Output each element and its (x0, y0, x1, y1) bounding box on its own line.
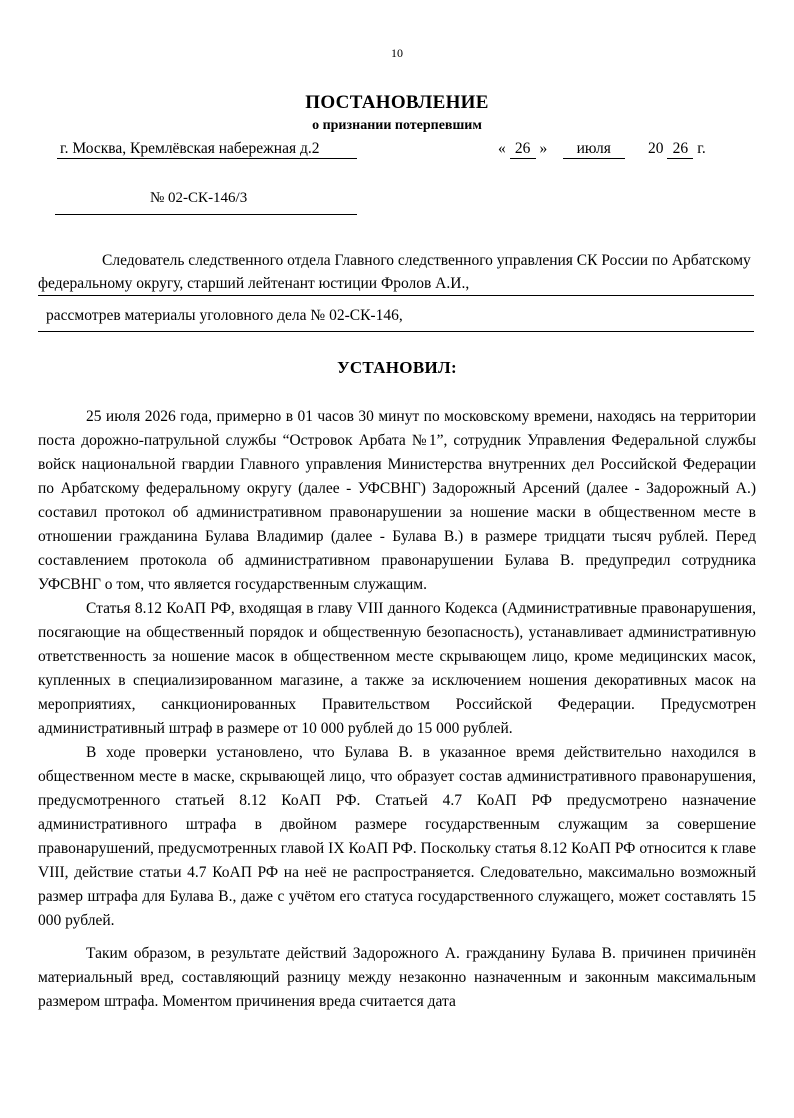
date-month: июля (563, 139, 625, 159)
date-field (498, 139, 706, 159)
place-field: г. Москва, Кремлёвская набережная д.2 (57, 139, 357, 159)
document-number: № 02-СК-146/3 (150, 190, 248, 206)
reviewed-text: рассмотрев материалы уголовного дела № 02-СК-146, (46, 307, 403, 324)
date-year-suffix: 26 (667, 139, 693, 159)
paragraph: 25 июля 2026 года, примерно в 01 часов 30 минут по московскому времени, находясь на территории поста дорожно-патрульной службы “Островок Арбата №1”, сотрудник Управления Федеральной службы войск национальной гвардии Главного управления Министерства внутренних дел Российской Федерации по Арбатскому федеральному округу (далее - УФСВНГ) Задорожный Арсений (далее - Задорожный А.) составил протокол об административном правонарушении за ношение маски в общественном месте в отношении гражданина Булава Владимир (далее - Булава В.) в размере тридцати тысяч рублей. Перед составлением протокола об административном правонарушении Булава В. предупредил сотрудника УФСВНГ о том, что является государственным служащим. (38, 408, 756, 593)
date-year-abbr: г. (697, 140, 706, 157)
document-number-underline (55, 214, 357, 215)
section-heading: УСТАНОВИЛ: (337, 358, 457, 377)
divider-line (38, 295, 754, 296)
date-close-quote: » (539, 140, 548, 157)
date-day: 26 (510, 139, 536, 159)
investigator-text: Следователь следственного отдела Главного следственного управления СК России по Арбатскому федеральному округу, старший лейтенант юстиции Фролов А.И., (38, 252, 751, 292)
document-title: ПОСТАНОВЛЕНИЕ (305, 92, 489, 113)
divider-line (38, 331, 754, 332)
page-number: 10 (391, 46, 403, 60)
paragraph: Статья 8.12 КоАП РФ, входящая в главу VIII данного Кодекса (Административные правонарушения, посягающие на общественный порядок и общественную безопасность), устанавливает административную ответственность за ношение масок в общественном месте скрывающем лицо, кроме медицинских масок, купленных в специализированном магазине, а также за исключением ношения декоративных масок на мероприятиях, санкционированных Правительством Российской Федерации. Предусмотрен административный штраф в размере от 10 000 рублей до 15 000 рублей. (38, 600, 756, 737)
date-year-prefix: 20 (648, 140, 664, 157)
document-body (38, 405, 756, 1014)
paragraph: Таким образом, в результате действий Задорожного А. гражданину Булава В. причинен причинён материальный вред, составляющий разницу между незаконно назначенным и законным максимальным размером штрафа. Моментом причинения вреда считается дата (38, 945, 756, 1010)
paragraph: В ходе проверки установлено, что Булава В. в указанное время действительно находился в общественном месте в маске, скрывающей лицо, что образует состав административного правонарушения, предусмотренного статьей 8.12 КоАП РФ. Статьей 4.7 КоАП РФ предусмотрено назначение административного штрафа в двойном размере государственным служащим за совершение правонарушений, предусмотренных главой IX КоАП РФ. Поскольку статья 8.12 КоАП РФ относится к главе VIII, действие статьи 4.7 КоАП РФ на неё не распространяется. Следовательно, максимально возможный размер штрафа для Булава В., даже с учётом его статуса государственного служащего, может составлять 15 000 рублей. (38, 744, 756, 929)
date-open-quote: « (498, 140, 506, 157)
document-subtitle: о признании потерпевшим (312, 118, 482, 133)
